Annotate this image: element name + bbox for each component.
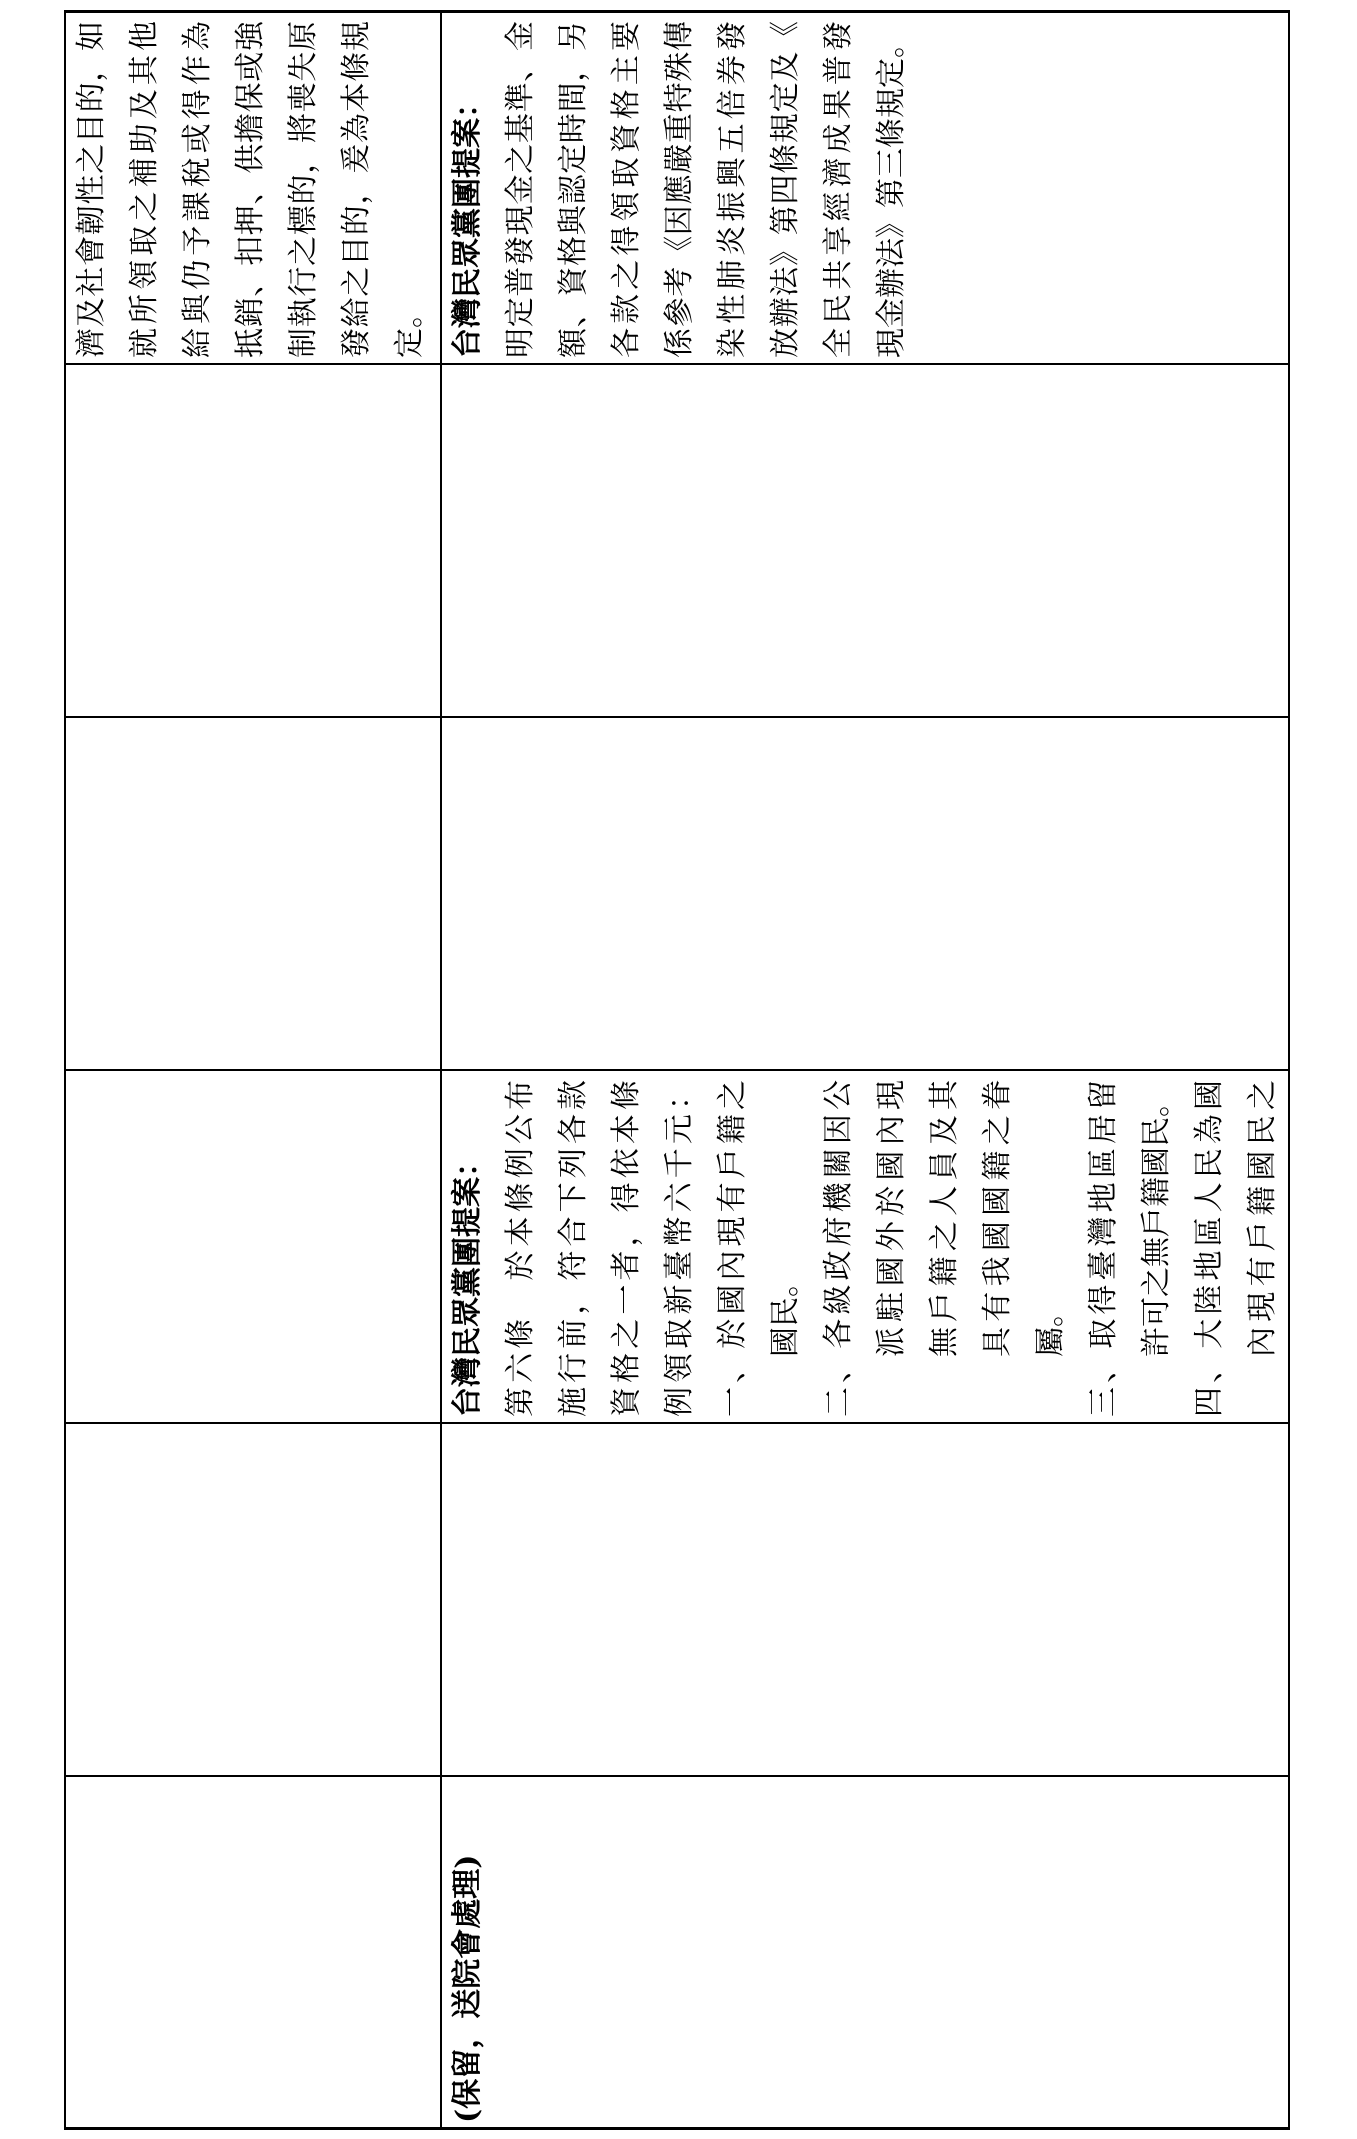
list-item-line: 二、各級政府機關因公 <box>821 1080 856 1417</box>
decision-cell <box>441 1776 1289 2129</box>
explanation-continued-cell <box>65 11 441 364</box>
text-line: 定。 <box>392 298 427 358</box>
text-line: 係參考《因應嚴重特殊傳 <box>662 21 697 358</box>
text-line: 給與仍予課稅或得作為 <box>180 21 215 358</box>
list-item-line: 許可之無戶籍國民。 <box>1139 1087 1174 1357</box>
text-line: 制執行之標的，將喪失原 <box>286 21 321 358</box>
text-line: 各款之得領取資格主要 <box>609 21 644 358</box>
list-item-line: 無戶籍之人員及其 <box>927 1080 962 1357</box>
text-line: 額、資格與認定時間，另 <box>556 21 591 358</box>
text-line: 第六條 於本條例公布 <box>503 1080 538 1417</box>
explanation-cell <box>441 11 1289 364</box>
text-line: 施行前，符合下列各款 <box>556 1080 591 1417</box>
text-line: 染性肺炎振興五倍券發 <box>715 21 750 358</box>
explanation-heading: 台灣民眾黨團提案： <box>450 88 485 358</box>
text-line: 全民共享經濟成果普發 <box>821 21 856 358</box>
text-line: 明定普發現金之基準、金 <box>503 21 538 358</box>
proposal-cell <box>441 1070 1289 1423</box>
text-line: 例領取新臺幣六千元： <box>662 1080 697 1417</box>
text-line: 抵銷、扣押、供擔保或強 <box>233 21 268 358</box>
list-item-line: 一、於國內現有戶籍之 <box>715 1080 750 1417</box>
list-item-line: 屬。 <box>1033 1297 1068 1357</box>
proposal-heading: 台灣民眾黨團提案： <box>450 1147 485 1417</box>
text-line: 就所領取之補助及其他 <box>127 21 162 358</box>
list-item-line: 派駐國外於國內現 <box>874 1080 909 1357</box>
column-divider <box>64 717 1290 719</box>
text-line: 發給之目的，爰為本條規 <box>339 21 374 358</box>
list-item-line: 國民。 <box>768 1267 803 1357</box>
list-item-line: 具有我國國籍之眷 <box>980 1080 1015 1357</box>
text-line: 資格之一者，得依本條 <box>609 1080 644 1417</box>
text-line: 濟及社會韌性之目的，如 <box>74 21 109 358</box>
list-item-line: 三、取得臺灣地區居留 <box>1086 1080 1121 1417</box>
decision-text: (保留，送院會處理) <box>450 1854 485 2123</box>
list-item-line: 四、大陸地區人民為國 <box>1192 1080 1227 1417</box>
text-line: 放辦法》第四條規定及《 <box>768 21 803 358</box>
text-line: 現金辦法》第三條規定。 <box>874 28 909 358</box>
list-item-line: 內現有戶籍國民之 <box>1245 1080 1280 1357</box>
